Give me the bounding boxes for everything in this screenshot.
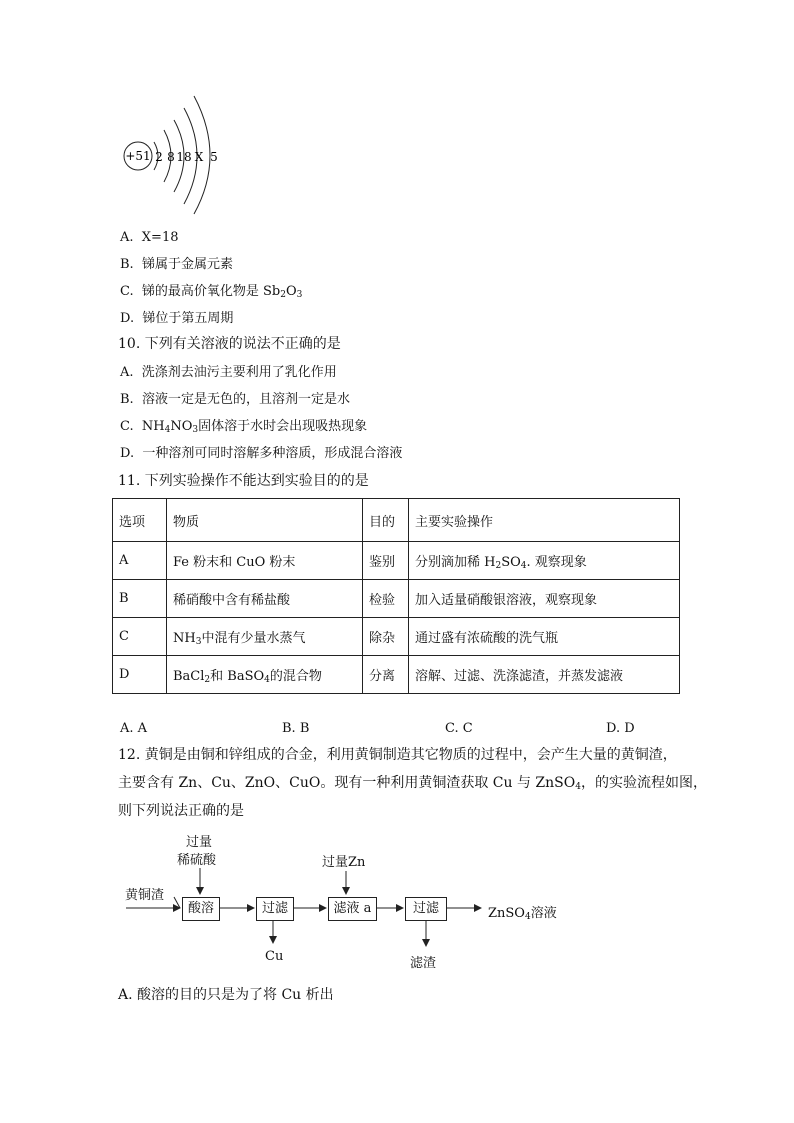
- cell-goal: 鉴别: [363, 542, 409, 580]
- q12-line-3: 则下列说法正确的是: [118, 803, 244, 819]
- flow-reagent1-top: 过量: [186, 835, 213, 850]
- q9-option-c: C. 锑的最高价氧化物是 $Sb_2O_3$: [120, 284, 303, 300]
- q10-option-d: D. 一种溶剂可同时溶解多种溶质，形成混合溶液: [120, 446, 403, 461]
- q10-option-a: A. 洗涤剂去油污主要利用了乳化作用: [120, 365, 337, 380]
- q11-answer-d: D. D: [606, 721, 635, 736]
- flow-reagent2: 过量Zn: [322, 855, 366, 870]
- header-goal: 目的: [363, 499, 409, 542]
- q12-line-2: 主要含有 Zn、Cu、ZnO、CuO。现有一种利用黄铜渣获取 Cu 与 ZnSO$_4$，的实验流程如图，: [118, 775, 707, 792]
- header-option: 选项: [113, 499, 167, 542]
- q10-option-b: B. 溶液一定是无色的，且溶剂一定是水: [120, 392, 350, 407]
- shell-2: 8: [167, 150, 175, 164]
- cell-goal: 检验: [363, 580, 409, 618]
- cell-substance: $NH_3$中混有少量水蒸气: [167, 618, 363, 656]
- cell-goal: 分离: [363, 656, 409, 694]
- flow-final-product: ZnSO$_4$溶液: [488, 906, 557, 922]
- q11-answer-b: B. B: [282, 721, 310, 736]
- cell-substance: BaCl$_2$和 BaSO$_4$的混合物: [167, 656, 363, 694]
- header-substance: 物质: [167, 499, 363, 542]
- cell-operation: 溶解、过滤、洗涤滤渣，并蒸发滤液: [409, 656, 680, 694]
- flow-box-filter-2: 过滤: [405, 897, 447, 921]
- cell-option: D: [113, 656, 167, 694]
- flow-box-acid-dissolve: 酸溶: [182, 897, 220, 921]
- flow-box-filter-1: 过滤: [256, 897, 294, 921]
- q11-stem: 11. 下列实验操作不能达到实验目的的是: [118, 473, 369, 489]
- cell-option: C: [113, 618, 167, 656]
- q11-answer-c: C. C: [445, 721, 473, 736]
- cell-substance: 稀硝酸中含有稀盐酸: [167, 580, 363, 618]
- cell-goal: 除杂: [363, 618, 409, 656]
- cell-option: B: [113, 580, 167, 618]
- q12-line-1: 12. 黄铜是由铜和锌组成的合金，利用黄铜制造其它物质的过程中，会产生大量的黄铜渣，: [118, 747, 677, 763]
- flow-box-filtrate-a: 滤液 a: [328, 897, 377, 921]
- header-operation: 主要实验操作: [409, 499, 680, 542]
- q9-option-a: A. X=18: [120, 230, 179, 245]
- flow-output-cu: Cu: [265, 949, 284, 964]
- q9-option-d: D. 锑位于第五周期: [120, 311, 234, 326]
- cell-option: A: [113, 542, 167, 580]
- flow-output-residue: 滤渣: [410, 956, 437, 971]
- q10-option-c: C. $NH_4NO_3$固体溶于水时会出现吸热现象: [120, 419, 368, 435]
- cell-substance: Fe 粉末和 CuO 粉末: [167, 542, 363, 580]
- q11-answer-a: A. A: [120, 721, 148, 736]
- flow-reagent1-bottom: 稀硫酸: [177, 853, 217, 868]
- flow-input-label: 黄铜渣: [125, 888, 165, 903]
- cell-operation: 分别滴加稀 $H_2SO_4$. 观察现象: [409, 542, 680, 580]
- q10-stem: 10. 下列有关溶液的说法不正确的是: [118, 336, 341, 352]
- shell-1: 2: [155, 150, 163, 164]
- shell-5: 5: [210, 150, 218, 164]
- q9-option-b: B. 锑属于金属元素: [120, 257, 233, 272]
- q12-option-a: A. 酸溶的目的只是为了将 Cu 析出: [118, 987, 334, 1003]
- cell-operation: 通过盛有浓硫酸的洗气瓶: [409, 618, 680, 656]
- nucleus-charge: +51: [125, 149, 151, 163]
- cell-operation: 加入适量硝酸银溶液，观察现象: [409, 580, 680, 618]
- shell-4: X: [194, 150, 204, 164]
- shell-3: 18: [176, 150, 192, 164]
